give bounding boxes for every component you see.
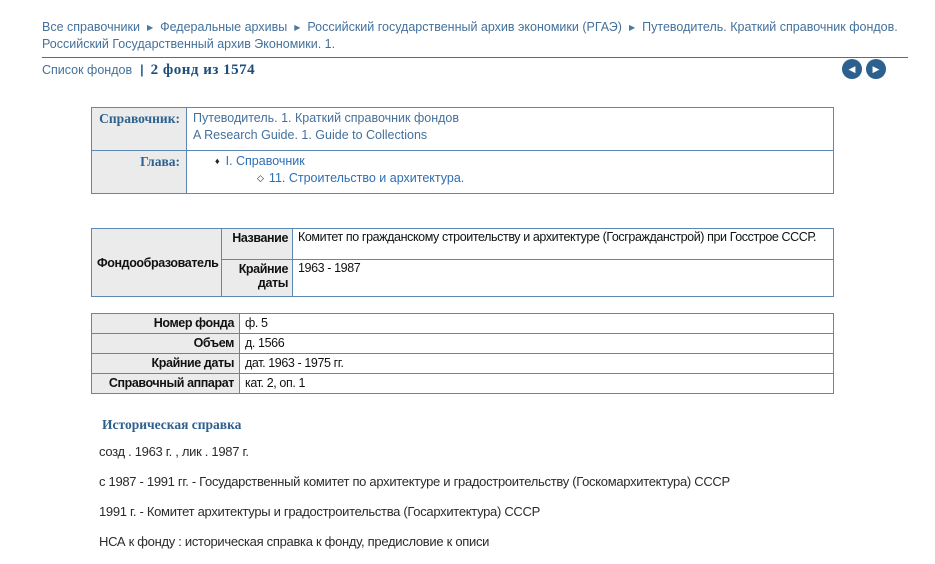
breadcrumb-link-federal-archives[interactable]: Федеральные архивы [160, 20, 288, 34]
name-label: Название [222, 229, 293, 260]
table-row [92, 374, 834, 394]
breadcrumb-link-rgae[interactable]: Российский государственный архив экономики (РГАЭ) [307, 20, 622, 34]
fond-counter: 2 фонд из 1574 [150, 62, 256, 78]
history-paragraph: НСА к фонду : историческая справка к фонду, предисловие к описи [99, 534, 490, 549]
previous-fond-button[interactable] [842, 59, 862, 79]
arrow-right-icon: ▶ [872, 63, 880, 74]
breadcrumb-link-all-guides[interactable]: Все справочники [42, 20, 140, 34]
chapter-label: Глава: [92, 151, 187, 194]
breadcrumb-arrow-icon: ▶ [294, 23, 301, 32]
fond-number-label: Номер фонда [92, 314, 240, 334]
name-value: Комитет по гражданскому строительству и архитектуре (Госгражданстрой) при Госстрое СССР. [293, 229, 834, 260]
table-row [92, 314, 834, 334]
chapter-link-level2[interactable]: 11. Строительство и архитектура. [268, 171, 465, 185]
table-row [92, 334, 834, 354]
toolbar [42, 62, 255, 79]
chapter-link-level1[interactable]: I. Справочник [225, 154, 305, 168]
history-section [99, 444, 839, 564]
creator-header: Фондообразователь [92, 229, 222, 297]
fond-number-value: ф. 5 [240, 314, 834, 334]
history-paragraph: созд . 1963 г. , лик . 1987 г. [99, 444, 249, 459]
breadcrumb-arrow-icon: ▶ [628, 23, 636, 32]
table-row [92, 229, 834, 260]
breadcrumb [42, 19, 908, 58]
fond-table [91, 313, 834, 394]
creator-table [91, 228, 834, 297]
open-diamond-bullet-icon: ◇ [257, 173, 264, 183]
guide-title-link-en[interactable]: A Research Guide. 1. Guide to Collections [193, 128, 428, 142]
reference-apparatus-label: Справочный аппарат [92, 374, 240, 394]
guide-table [91, 107, 834, 194]
history-paragraph: с 1987 - 1991 гг. - Государственный комитет по архитектуре и градостроительству (Госкомархитектура) СССР [99, 474, 730, 489]
guide-label: Справочник: [92, 108, 187, 151]
arrow-left-icon: ◀ [848, 63, 856, 74]
table-row [92, 354, 834, 374]
history-section-title: Историческая справка [102, 417, 242, 432]
table-row [92, 151, 834, 194]
guide-title-link-ru[interactable]: Путеводитель. 1. Краткий справочник фондов [193, 111, 460, 125]
dates-label: Крайние даты [222, 260, 293, 297]
extreme-dates-label: Крайние даты [92, 354, 240, 374]
breadcrumb-arrow-icon: ▶ [146, 23, 154, 32]
extreme-dates-value: дат. 1963 - 1975 гг. [240, 354, 834, 374]
toolbar-separator: | [140, 63, 144, 77]
reference-apparatus-value: кат. 2, оп. 1 [240, 374, 834, 394]
breadcrumb-link-guide[interactable]: Путеводитель. Краткий справочник фондов. Российский Государственный архив Экономики. 1. [42, 20, 898, 51]
table-row [92, 108, 834, 151]
next-fond-button[interactable] [866, 59, 886, 79]
diamond-bullet-icon: ♦ [215, 156, 220, 166]
fond-list-link[interactable]: Список фондов [42, 63, 133, 77]
history-paragraph: 1991 г. - Комитет архитектуры и градостроительства (Госархитектура) СССР [99, 504, 540, 519]
volume-label: Объем [92, 334, 240, 354]
dates-value: 1963 - 1987 [293, 260, 834, 297]
volume-value: д. 1566 [240, 334, 834, 354]
